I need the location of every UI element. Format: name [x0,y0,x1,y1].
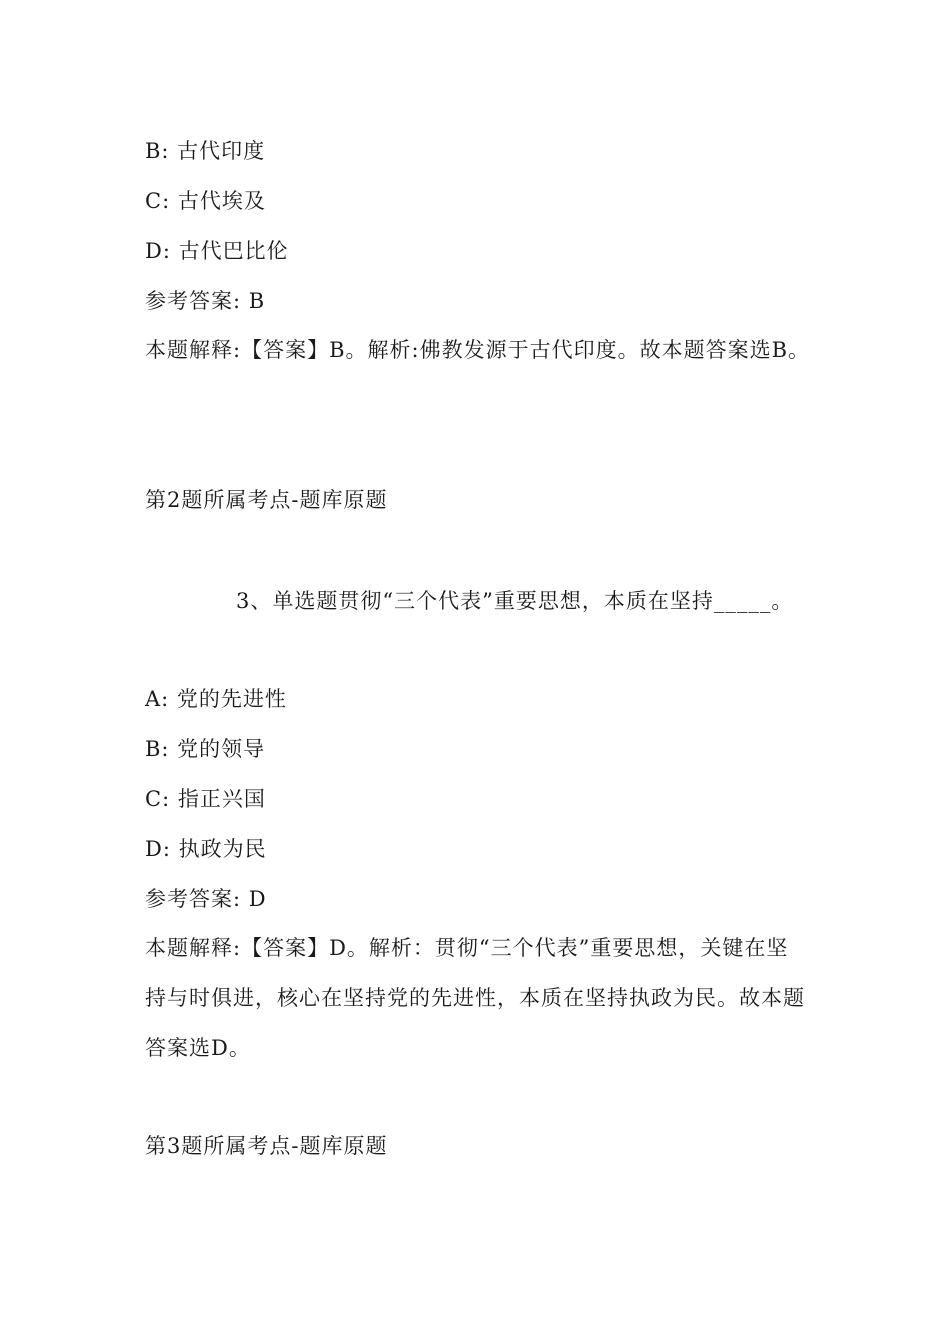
topic-label: 第2题所属考点-题库原题 [145,488,388,512]
option-c: C: 古代埃及 [145,189,266,213]
question-text: 3、单选题贯彻“三个代表”重要思想，本质在坚持_____。 [236,589,794,613]
option-b: B: 党的领导 [145,737,266,761]
option-b: B: 古代印度 [145,139,266,163]
reference-answer: 参考答案: D [145,887,267,911]
option-d: D: 古代巴比伦 [145,239,289,263]
option-c: C: 指正兴国 [145,787,266,811]
answer-explanation: 本题解释:【答案】D。解析：贯彻“三个代表”重要思想，关键在坚持与时俱进，核心在坚持党的先进性，本质在坚持执政为民。故本题答案选D。 [145,936,805,1060]
reference-answer: 参考答案: B [145,289,266,313]
answer-explanation: 本题解释:【答案】B。解析:佛教发源于古代印度。故本题答案选B。 [145,338,811,362]
option-d: D: 执政为民 [145,837,267,861]
option-a: A: 党的先进性 [145,687,287,711]
topic-label: 第3题所属考点-题库原题 [145,1134,388,1158]
